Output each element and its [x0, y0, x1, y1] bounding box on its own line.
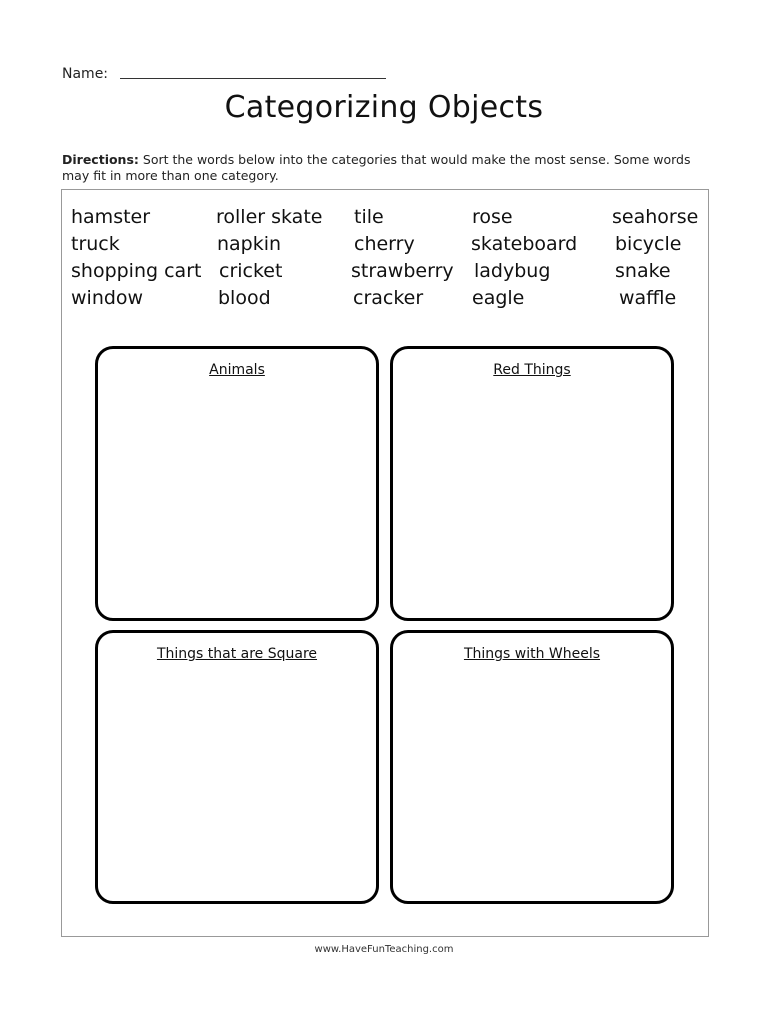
category-title: Animals: [209, 362, 265, 378]
category-title: Things with Wheels: [463, 646, 601, 662]
name-label: Name:: [62, 66, 109, 82]
word-bank-item: skateboard: [471, 233, 578, 255]
word-bank-item: waffle: [619, 287, 677, 309]
word-bank: [62, 190, 708, 310]
word-bank-item: blood: [218, 287, 271, 309]
name-line-field[interactable]: [120, 78, 386, 79]
directions: [62, 152, 712, 184]
page-title: Categorizing Objects: [224, 90, 544, 125]
word-bank-item: napkin: [217, 233, 282, 255]
word-bank-item: cherry: [354, 233, 415, 255]
category-title: Red Things: [493, 362, 571, 378]
category-box-wheels[interactable]: [390, 630, 674, 904]
word-bank-item: truck: [71, 233, 120, 255]
word-bank-item: strawberry: [351, 260, 454, 282]
word-bank-item: bicycle: [615, 233, 682, 255]
word-bank-item: tile: [354, 206, 384, 228]
worksheet-frame: [61, 189, 709, 937]
footer-url: www.HaveFunTeaching.com: [314, 944, 454, 955]
word-bank-item: rose: [472, 206, 513, 228]
word-bank-item: window: [71, 287, 144, 309]
name-row: [62, 66, 386, 82]
category-title: Things that are Square: [156, 646, 318, 662]
category-box-animals[interactable]: [95, 346, 379, 621]
word-bank-item: shopping cart: [71, 260, 202, 282]
word-bank-item: snake: [615, 260, 671, 282]
word-bank-item: roller skate: [216, 206, 323, 228]
word-bank-item: ladybug: [474, 260, 551, 282]
word-bank-item: eagle: [472, 287, 525, 309]
word-bank-item: hamster: [71, 206, 151, 228]
directions-text: Sort the words below into the categories that would make the most sense. Some words may fit in more than one category.: [62, 152, 691, 183]
word-bank-item: cracker: [353, 287, 424, 309]
word-bank-item: cricket: [219, 260, 283, 282]
directions-label: Directions:: [62, 152, 139, 167]
word-bank-item: seahorse: [612, 206, 699, 228]
category-box-red-things[interactable]: [390, 346, 674, 621]
category-box-square[interactable]: [95, 630, 379, 904]
